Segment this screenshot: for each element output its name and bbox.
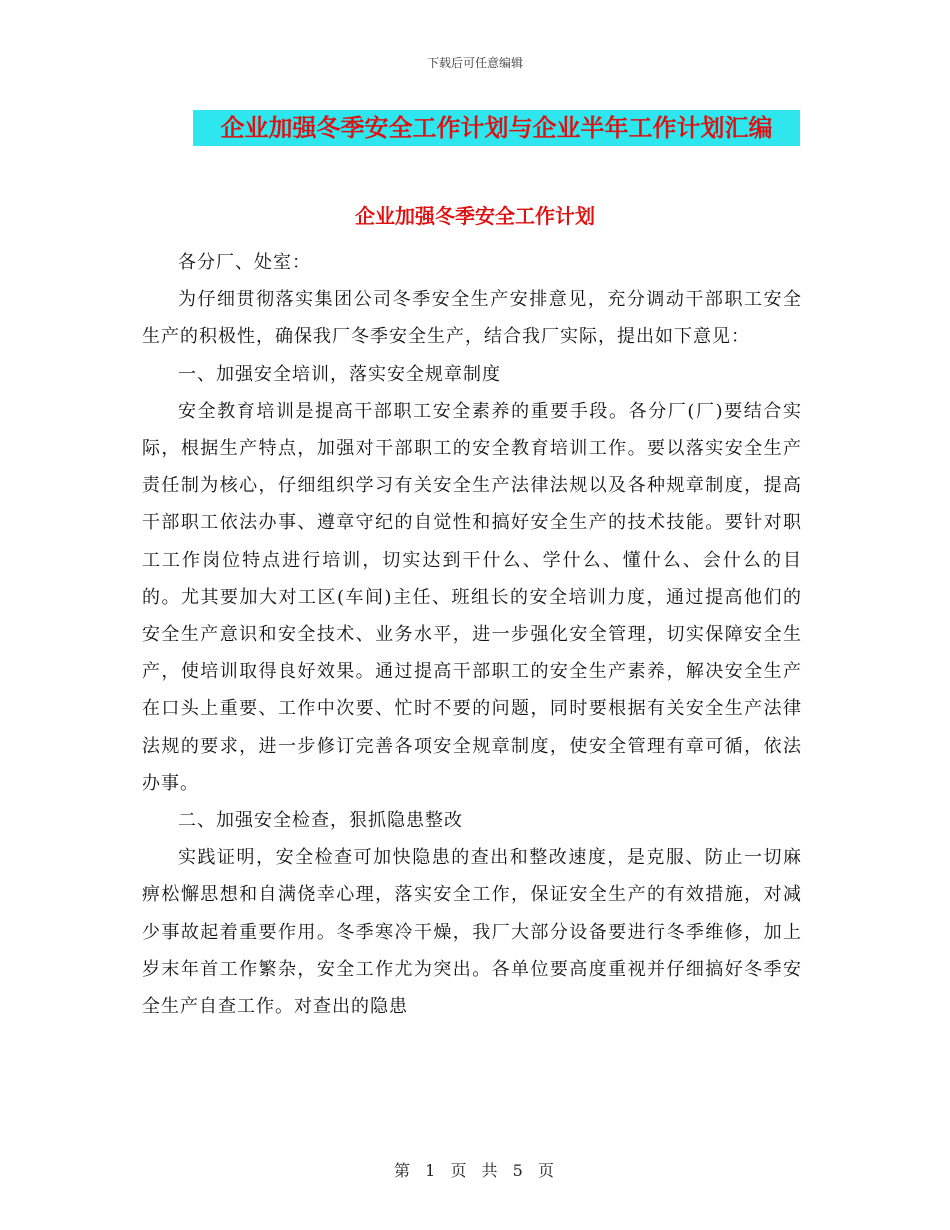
footer-suffix: 页 — [537, 1161, 556, 1180]
page-footer — [0, 1158, 950, 1181]
paragraph-section-1: 安全教育培训是提高干部职工安全素养的重要手段。各分厂(厂)要结合实际，根据生产特点，加强对干部职工的安全教育培训工作。要以落实安全生产责任制为核心，仔细组织学习有关安全生产法律法规以及各种规章制度，提高干部职工依法办事、遵章守纪的自觉性和搞好安全生产的技术技能。要针对职工工作岗位特点进行培训，切实达到干什么、学什么、懂什么、会什么的目的。尤其要加大对工区(车间)主任、班组长的安全培训力度，通过提高他们的安全生产意识和安全技术、业务水平，进一步强化安全管理，切实保障安全生产，使培训取得良好效果。通过提高干部职工的安全生产素养，解决安全生产在口头上重要、工作中次要、忙时不要的问题，同时要根据有关安全生产法律法规的要求，进一步修订完善各项安全规章制度，使安全管理有章可循，依法办事。 — [142, 400, 802, 794]
section-heading-2: 二、加强安全检查，狠抓隐患整改 — [178, 810, 463, 832]
document-main-title: 企业加强冬季安全工作计划与企业半年工作计划汇编 — [193, 110, 800, 146]
footer-current-page: 1 — [425, 1161, 438, 1180]
footer-total-pages: 5 — [512, 1161, 525, 1180]
paragraph-salutation: 各分厂、处室： — [178, 252, 311, 273]
footer-mid: 页 — [450, 1161, 469, 1180]
paragraph-intro: 为仔细贯彻落实集团公司冬季安全生产安排意见，充分调动干部职工安全生产的积极性，确保我厂冬季安全生产，结合我厂实际，提出如下意见： — [142, 289, 802, 348]
header-note: 下载后可任意编辑 — [426, 56, 523, 70]
document-sub-title: 企业加强冬季安全工作计划 — [355, 204, 595, 228]
paragraph-section-2: 实践证明，安全检查可加快隐患的查出和整改速度，是克服、防止一切麻痹松懈思想和自满侥幸心理，落实安全工作，保证安全生产的有效措施，对减少事故起着重要作用。冬季寒冷干燥，我厂大部分设备要进行冬季维修，加上岁末年首工作繁杂，安全工作尤为突出。各单位要高度重视并仔细搞好冬季安全生产自查工作。对查出的隐患 — [142, 847, 802, 1018]
document-body — [142, 244, 802, 1025]
footer-prefix: 第 — [394, 1161, 413, 1180]
footer-total-prefix: 共 — [481, 1161, 500, 1180]
section-heading-1: 一、加强安全培训，落实安全规章制度 — [178, 363, 501, 385]
